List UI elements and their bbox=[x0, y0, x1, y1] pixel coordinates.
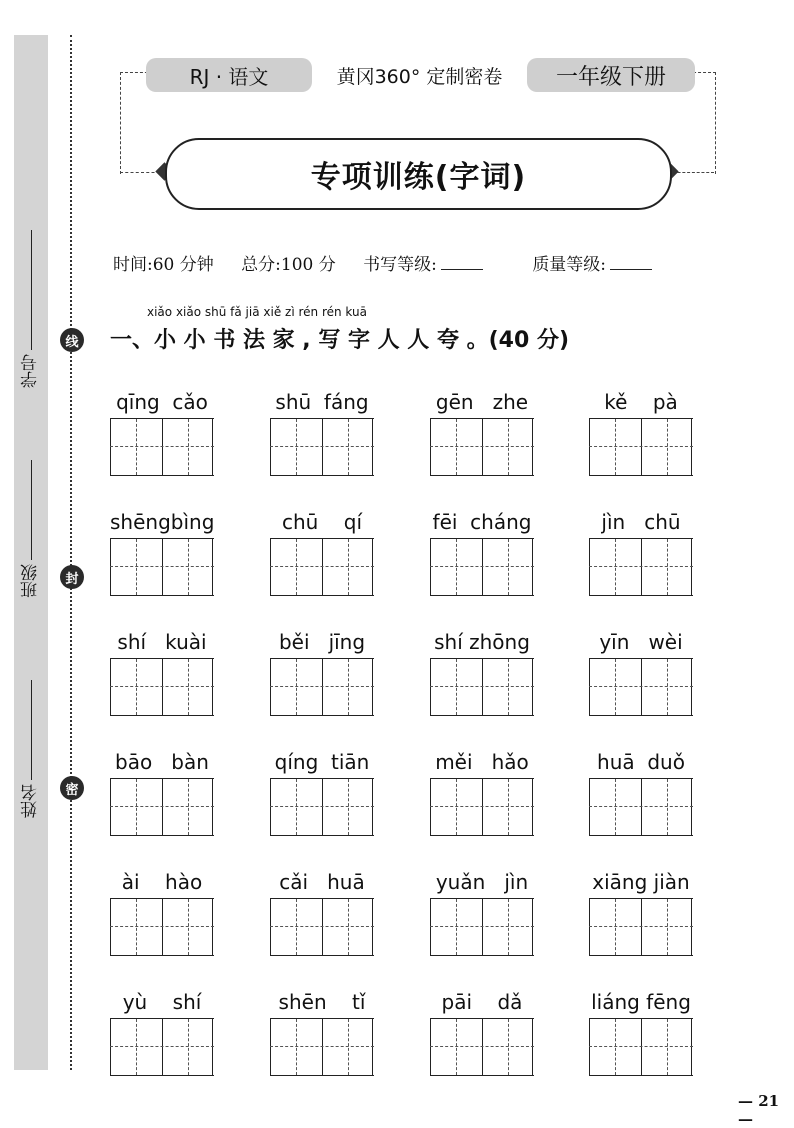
quality-grade-label: 质量等级: bbox=[532, 255, 607, 275]
grid-guide-line bbox=[430, 659, 431, 715]
word-cell bbox=[430, 750, 534, 834]
tianzige-box[interactable] bbox=[270, 778, 374, 836]
grid-guide-line bbox=[348, 1019, 349, 1075]
section-title: 一、小 小 书 法 家 , 写 字 人 人 夸 。(40 分) bbox=[110, 328, 569, 353]
word-cell bbox=[589, 630, 693, 714]
tianzige-box[interactable] bbox=[430, 1018, 534, 1076]
grid-guide-line bbox=[589, 779, 590, 835]
grid-guide-line bbox=[532, 899, 533, 955]
grid-guide-line bbox=[270, 926, 374, 927]
tianzige-box[interactable] bbox=[430, 778, 534, 836]
grid-guide-line bbox=[296, 779, 297, 835]
tianzige-box[interactable] bbox=[589, 1018, 693, 1076]
grid-guide-line bbox=[641, 419, 642, 475]
grid-guide-line bbox=[212, 419, 213, 475]
grid-guide-line bbox=[482, 539, 483, 595]
grid-guide-line bbox=[589, 686, 693, 687]
grid-guide-line bbox=[212, 779, 213, 835]
grid-guide-line bbox=[188, 539, 189, 595]
subject-badge: RJ · 语文 bbox=[146, 58, 312, 92]
total-score: 总分:100 分 bbox=[241, 255, 336, 275]
tianzige-box[interactable] bbox=[110, 538, 214, 596]
grid-guide-line bbox=[296, 539, 297, 595]
page-number: — 21 — bbox=[738, 1092, 780, 1128]
tianzige-box[interactable] bbox=[430, 418, 534, 476]
grid-guide-line bbox=[430, 566, 534, 567]
grid-guide-line bbox=[270, 779, 271, 835]
grid-guide-line bbox=[691, 419, 692, 475]
grade-badge: 一年级下册 bbox=[527, 58, 695, 92]
quality-grade-blank[interactable] bbox=[610, 269, 652, 270]
grid-guide-line bbox=[270, 659, 271, 715]
word-cell bbox=[430, 390, 534, 474]
word-pinyin: chū qí bbox=[281, 510, 363, 534]
quality-grade[interactable] bbox=[532, 255, 674, 275]
grid-guide-line bbox=[136, 899, 137, 955]
seal-close-mark: 密 bbox=[60, 776, 84, 800]
grid-guide-line bbox=[456, 539, 457, 595]
word-pinyin: shēngbìng bbox=[110, 510, 215, 534]
grid-guide-line bbox=[456, 659, 457, 715]
word-cell bbox=[270, 510, 374, 594]
time-limit: 时间:60 分钟 bbox=[113, 255, 214, 275]
grid-guide-line bbox=[162, 539, 163, 595]
grid-guide-line bbox=[589, 806, 693, 807]
grid-guide-line bbox=[589, 1046, 693, 1047]
tianzige-box[interactable] bbox=[430, 898, 534, 956]
grid-guide-line bbox=[270, 446, 374, 447]
word-cell bbox=[589, 750, 693, 834]
grid-guide-line bbox=[532, 779, 533, 835]
grid-guide-line bbox=[667, 779, 668, 835]
grid-guide-line bbox=[110, 899, 111, 955]
word-pinyin: jìn chū bbox=[601, 510, 681, 534]
grid-guide-line bbox=[615, 539, 616, 595]
writing-grade[interactable] bbox=[363, 255, 505, 275]
grid-guide-line bbox=[589, 539, 590, 595]
word-cell bbox=[430, 870, 534, 954]
word-pinyin: huā duǒ bbox=[597, 750, 685, 774]
grid-guide-line bbox=[348, 899, 349, 955]
word-pinyin: shí zhōng bbox=[434, 630, 530, 654]
tianzige-box[interactable] bbox=[430, 658, 534, 716]
grid-guide-line bbox=[348, 419, 349, 475]
grid-guide-line bbox=[322, 539, 323, 595]
tianzige-box[interactable] bbox=[110, 1018, 214, 1076]
tianzige-box[interactable] bbox=[589, 658, 693, 716]
word-cell bbox=[110, 510, 214, 594]
word-cell bbox=[110, 390, 214, 474]
word-pinyin: ài hào bbox=[121, 870, 203, 894]
name-line bbox=[31, 680, 32, 780]
grid-guide-line bbox=[508, 779, 509, 835]
grid-guide-line bbox=[508, 659, 509, 715]
grid-guide-line bbox=[372, 539, 373, 595]
grid-guide-line bbox=[691, 1019, 692, 1075]
grid-guide-line bbox=[110, 659, 111, 715]
grid-guide-line bbox=[322, 659, 323, 715]
grid-guide-line bbox=[430, 686, 534, 687]
word-pinyin: běi jīng bbox=[278, 630, 366, 654]
exam-info bbox=[113, 250, 674, 275]
tianzige-box[interactable] bbox=[589, 538, 693, 596]
grid-guide-line bbox=[691, 899, 692, 955]
grid-guide-line bbox=[110, 1046, 214, 1047]
grid-guide-line bbox=[430, 446, 534, 447]
student-id-line bbox=[31, 230, 32, 350]
grid-guide-line bbox=[270, 806, 374, 807]
student-id-label: 学号 bbox=[20, 354, 41, 388]
grid-guide-line bbox=[136, 779, 137, 835]
word-pinyin: cǎi huā bbox=[279, 870, 365, 894]
word-cell bbox=[589, 510, 693, 594]
grid-guide-line bbox=[270, 1046, 374, 1047]
grid-guide-line bbox=[615, 419, 616, 475]
tianzige-box[interactable] bbox=[110, 898, 214, 956]
grid-guide-line bbox=[136, 1019, 137, 1075]
grid-guide-line bbox=[532, 419, 533, 475]
word-cell bbox=[110, 990, 214, 1074]
grid-guide-line bbox=[322, 779, 323, 835]
grid-guide-line bbox=[615, 779, 616, 835]
grid-guide-line bbox=[430, 419, 431, 475]
grid-guide-line bbox=[372, 419, 373, 475]
name-label: 姓名 bbox=[20, 784, 41, 818]
grid-guide-line bbox=[296, 419, 297, 475]
grid-guide-line bbox=[641, 1019, 642, 1075]
grid-guide-line bbox=[270, 1019, 271, 1075]
name-field[interactable] bbox=[16, 680, 46, 818]
grid-guide-line bbox=[110, 779, 111, 835]
grid-guide-line bbox=[482, 899, 483, 955]
grid-guide-line bbox=[162, 659, 163, 715]
word-cell bbox=[430, 990, 534, 1074]
section-pinyin: xiǎo xiǎo shū fǎ jiā xiě zì rén rén kuā bbox=[147, 305, 367, 319]
tianzige-box[interactable] bbox=[270, 898, 374, 956]
tianzige-box[interactable] bbox=[270, 418, 374, 476]
grid-guide-line bbox=[212, 659, 213, 715]
grid-guide-line bbox=[641, 899, 642, 955]
grid-guide-line bbox=[430, 899, 431, 955]
class-label: 班级 bbox=[20, 564, 41, 598]
grid-guide-line bbox=[110, 1019, 111, 1075]
grid-guide-line bbox=[641, 539, 642, 595]
grid-guide-line bbox=[212, 899, 213, 955]
grid-guide-line bbox=[589, 1019, 590, 1075]
grid-guide-line bbox=[136, 419, 137, 475]
grid-guide-line bbox=[456, 1019, 457, 1075]
grid-guide-line bbox=[348, 779, 349, 835]
grid-guide-line bbox=[296, 659, 297, 715]
word-pinyin: yù shí bbox=[122, 990, 202, 1014]
page-title: 专项训练(字词) bbox=[165, 138, 672, 210]
tianzige-box[interactable] bbox=[270, 1018, 374, 1076]
grid-guide-line bbox=[508, 539, 509, 595]
grid-guide-line bbox=[532, 1019, 533, 1075]
grid-guide-line bbox=[348, 659, 349, 715]
grid-guide-line bbox=[348, 539, 349, 595]
grid-guide-line bbox=[456, 419, 457, 475]
tianzige-box[interactable] bbox=[589, 418, 693, 476]
grid-guide-line bbox=[589, 926, 693, 927]
grid-guide-line bbox=[589, 566, 693, 567]
grid-guide-line bbox=[430, 539, 431, 595]
word-pinyin: kě pà bbox=[604, 390, 678, 414]
word-cell bbox=[270, 630, 374, 714]
grid-guide-line bbox=[430, 1046, 534, 1047]
grid-guide-line bbox=[110, 419, 111, 475]
word-cell bbox=[430, 630, 534, 714]
word-pinyin: liáng fēng bbox=[591, 990, 691, 1014]
grid-guide-line bbox=[110, 926, 214, 927]
grid-guide-line bbox=[691, 539, 692, 595]
grid-guide-line bbox=[372, 779, 373, 835]
grid-guide-line bbox=[270, 686, 374, 687]
grid-guide-line bbox=[641, 659, 642, 715]
grid-guide-line bbox=[188, 1019, 189, 1075]
grid-guide-line bbox=[508, 419, 509, 475]
word-pinyin: gēn zhe bbox=[435, 390, 529, 414]
word-cell bbox=[589, 990, 693, 1074]
word-cell bbox=[270, 390, 374, 474]
word-pinyin: měi hǎo bbox=[435, 750, 529, 774]
class-line bbox=[31, 460, 32, 560]
grid-guide-line bbox=[589, 899, 590, 955]
grid-guide-line bbox=[322, 419, 323, 475]
word-cell bbox=[270, 870, 374, 954]
grid-guide-line bbox=[508, 899, 509, 955]
word-cell bbox=[110, 630, 214, 714]
word-pinyin: shēn tǐ bbox=[278, 990, 366, 1014]
grid-guide-line bbox=[296, 899, 297, 955]
grid-guide-line bbox=[136, 539, 137, 595]
word-cell bbox=[430, 510, 534, 594]
word-cell bbox=[589, 390, 693, 474]
grid-guide-line bbox=[482, 419, 483, 475]
grid-guide-line bbox=[188, 659, 189, 715]
grid-guide-line bbox=[691, 659, 692, 715]
grid-guide-line bbox=[667, 659, 668, 715]
grid-guide-line bbox=[110, 539, 111, 595]
word-pinyin: qíng tiān bbox=[274, 750, 370, 774]
seal-line-mark: 线 bbox=[60, 328, 84, 352]
grid-guide-line bbox=[162, 1019, 163, 1075]
grid-guide-line bbox=[482, 779, 483, 835]
word-pinyin: qīng cǎo bbox=[116, 390, 208, 414]
word-pinyin: yīn wèi bbox=[599, 630, 683, 654]
grid-guide-line bbox=[482, 1019, 483, 1075]
grid-guide-line bbox=[430, 779, 431, 835]
grid-guide-line bbox=[162, 779, 163, 835]
class-field[interactable] bbox=[16, 460, 46, 598]
word-cell bbox=[110, 750, 214, 834]
grid-guide-line bbox=[162, 899, 163, 955]
tianzige-box[interactable] bbox=[589, 778, 693, 836]
grid-guide-line bbox=[589, 659, 590, 715]
grid-guide-line bbox=[212, 1019, 213, 1075]
word-cell bbox=[110, 870, 214, 954]
grid-guide-line bbox=[456, 779, 457, 835]
grid-guide-line bbox=[615, 659, 616, 715]
tianzige-box[interactable] bbox=[589, 898, 693, 956]
grid-guide-line bbox=[372, 899, 373, 955]
word-cell bbox=[270, 750, 374, 834]
cut-line bbox=[70, 35, 72, 1070]
grid-guide-line bbox=[162, 419, 163, 475]
grid-guide-line bbox=[110, 686, 214, 687]
word-pinyin: bāo bàn bbox=[115, 750, 209, 774]
grid-guide-line bbox=[372, 1019, 373, 1075]
grid-guide-line bbox=[430, 806, 534, 807]
grid-guide-line bbox=[532, 539, 533, 595]
grid-guide-line bbox=[136, 659, 137, 715]
grid-guide-line bbox=[322, 1019, 323, 1075]
writing-grade-blank[interactable] bbox=[441, 269, 483, 270]
word-pinyin: shí kuài bbox=[117, 630, 207, 654]
word-pinyin: yuǎn jìn bbox=[435, 870, 529, 894]
grid-guide-line bbox=[667, 539, 668, 595]
word-cell bbox=[270, 990, 374, 1074]
word-pinyin: xiāng jiàn bbox=[592, 870, 690, 894]
grid-guide-line bbox=[188, 779, 189, 835]
grid-guide-line bbox=[110, 446, 214, 447]
tianzige-box[interactable] bbox=[430, 538, 534, 596]
word-pinyin: shū fáng bbox=[275, 390, 369, 414]
grid-guide-line bbox=[296, 1019, 297, 1075]
grid-guide-line bbox=[188, 899, 189, 955]
grid-guide-line bbox=[212, 539, 213, 595]
grid-guide-line bbox=[372, 659, 373, 715]
grid-guide-line bbox=[667, 1019, 668, 1075]
writing-grade-label: 书写等级: bbox=[363, 255, 437, 275]
seal-seal-mark: 封 bbox=[60, 565, 84, 589]
grid-guide-line bbox=[110, 566, 214, 567]
grid-guide-line bbox=[430, 926, 534, 927]
word-cell bbox=[589, 870, 693, 954]
grid-guide-line bbox=[667, 419, 668, 475]
grid-guide-line bbox=[430, 1019, 431, 1075]
grid-guide-line bbox=[270, 566, 374, 567]
grid-guide-line bbox=[667, 899, 668, 955]
grid-guide-line bbox=[589, 446, 693, 447]
tianzige-box[interactable] bbox=[270, 658, 374, 716]
grid-guide-line bbox=[270, 899, 271, 955]
grid-guide-line bbox=[188, 419, 189, 475]
grid-guide-line bbox=[508, 1019, 509, 1075]
grid-guide-line bbox=[615, 1019, 616, 1075]
word-pinyin: pāi dǎ bbox=[441, 990, 523, 1014]
series-name: 黄冈360° 定制密卷 bbox=[312, 58, 527, 92]
grid-guide-line bbox=[110, 806, 214, 807]
grid-guide-line bbox=[322, 899, 323, 955]
grid-guide-line bbox=[641, 779, 642, 835]
grid-guide-line bbox=[532, 659, 533, 715]
tianzige-box[interactable] bbox=[270, 538, 374, 596]
grid-guide-line bbox=[456, 899, 457, 955]
student-id-field[interactable] bbox=[16, 230, 46, 388]
grid-guide-line bbox=[270, 539, 271, 595]
grid-guide-line bbox=[482, 659, 483, 715]
word-pinyin: fēi cháng bbox=[432, 510, 532, 534]
tianzige-box[interactable] bbox=[110, 778, 214, 836]
tianzige-box[interactable] bbox=[110, 658, 214, 716]
grid-guide-line bbox=[589, 419, 590, 475]
grid-guide-line bbox=[270, 419, 271, 475]
grid-guide-line bbox=[691, 779, 692, 835]
grid-guide-line bbox=[615, 899, 616, 955]
tianzige-box[interactable] bbox=[110, 418, 214, 476]
